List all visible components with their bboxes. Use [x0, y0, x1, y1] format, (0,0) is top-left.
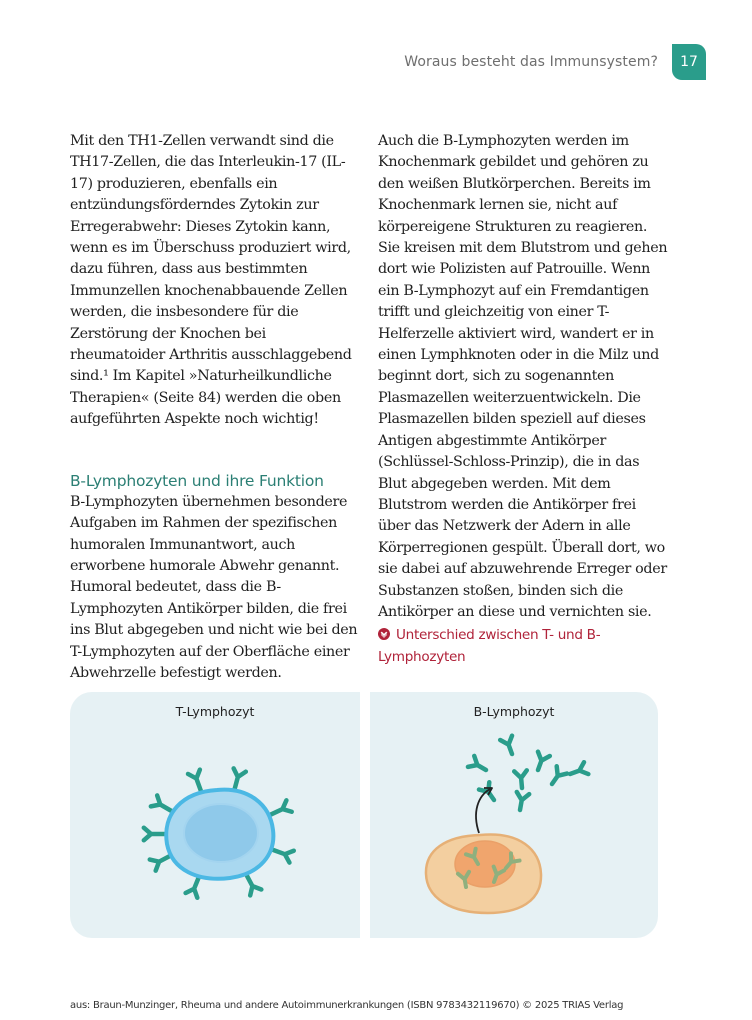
- right-column: [378, 131, 668, 623]
- running-title: Woraus besteht das Immunsystem?: [404, 54, 658, 70]
- free-antibody-icon: [514, 770, 528, 788]
- t-lymphozyt-panel: [70, 692, 360, 938]
- t-lymphozyt-label: T-Lymphozyt: [175, 704, 255, 719]
- paragraph-b-lymphozyten: B-Lymphozyten übernehmen besondere Aufgaben im Rahmen der spezifischen humoralen Immunantwort, auch erworbene humorale Abwehr genannt. Humoral bedeutet, dass die B-Lymphozyten Antikörper bilden, die frei ins Blut abgegeben und nicht wie bei den T-Lymphozyten auf der Oberfläche einer Abwehrzelle befestigt werden.: [70, 493, 358, 681]
- surface-antibody-icon: [188, 770, 207, 793]
- free-antibody-icon: [547, 766, 567, 787]
- left-column: [70, 131, 360, 684]
- t-lymphozyt-illustration: [70, 692, 360, 938]
- free-antibody-icon: [568, 762, 588, 780]
- free-antibody-icon: [514, 792, 529, 811]
- figure-caption-text: Unterschied zwischen T- und B-Lymphozyten: [378, 627, 601, 665]
- b-lymphozyt-illustration: [370, 692, 658, 938]
- free-antibody-icon: [532, 752, 550, 772]
- surface-antibody-icon: [144, 828, 164, 841]
- source-footer: aus: Braun-Munzinger, Rheuma und andere Autoimmunerkrankungen (ISBN 9783432119670) © 2025 TRIAS Verlag: [70, 1000, 624, 1011]
- figure-caption: [378, 624, 668, 668]
- chevron-down-circle-icon: [378, 628, 390, 640]
- b-lymphozyt-label: B-Lymphozyt: [473, 704, 555, 719]
- page-number-badge: 17: [672, 44, 706, 80]
- free-antibody-icon: [500, 736, 518, 756]
- paragraph-th17: Mit den TH1-Zellen verwandt sind die TH17-Zellen, die das Interleukin-17 (IL-17) produzieren, ebenfalls ein entzündungsförderndes Zytokin zur Erregerabwehr: Dieses Zytokin kann, wenn es im Überschuss produziert wird, dazu führen, dass aus bestimmten Immunzellen knochenabbauende Zellen werden, die insbesondere für die Zerstörung der Knochen bei rheumatoider Arthritis ausschlaggebend sind.¹ Im Kapitel »Naturheilkundliche Therapien« (Seite 84) werden die oben aufgeführten Aspekte noch wichtig!: [70, 133, 352, 428]
- surface-antibody-icon: [228, 768, 245, 791]
- antibody-release-arrow: [476, 789, 490, 833]
- paragraph-plasmazellen: Auch die B-Lymphozyten werden im Knochenmark gebildet und gehören zu den weißen Blutkörperchen. Bereits im Knochenmark lernen sie, nicht auf körpereigene Strukturen zu reagieren. Sie kreisen mit dem Blutstrom und gehen dort wie Polizisten auf Patrouille. Wenn ein B-Lymphozyt auf ein Fremdantigen trifft und gleichzeitig von einer T-Helferzelle aktiviert wird, wandert er in einen Lymphknoten oder in die Milz und beginnt dort, sich zu sogenannten Plasmazellen weiterzuentwickeln. Die Plasmazellen bilden speziell auf dieses Antigen abgestimmte Antikörper (Schlüssel-Schloss-Prinzip), die in das Blut abgegeben werden. Mit dem Blutstrom werden die Antikörper frei über das Netzwerk der Adern in alle Körperregionen gespült. Überall dort, wo sie dabei auf abzuwehrende Erreger oder Substanzen stoßen, binden sich die Antikörper an diese und vernichten sie.: [378, 133, 668, 620]
- b-lymphozyt-panel: [370, 692, 658, 938]
- t-cell-nucleus: [184, 804, 258, 862]
- free-antibody-icon: [468, 756, 489, 776]
- section-heading: B-Lymphozyten und ihre Funktion: [70, 471, 324, 490]
